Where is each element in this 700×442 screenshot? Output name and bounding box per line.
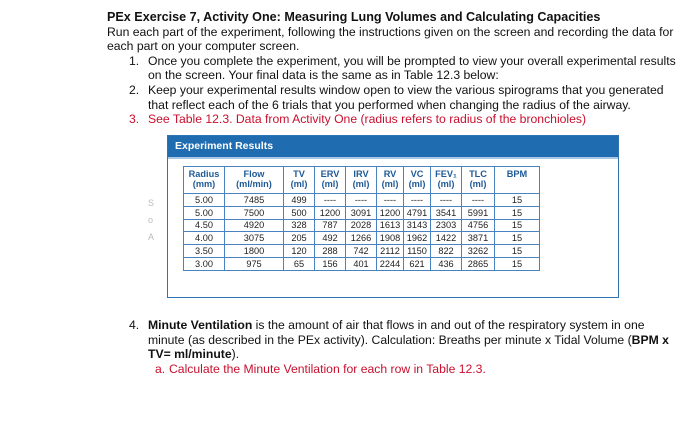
list-item	[107, 83, 682, 112]
cell: 1962	[404, 232, 431, 245]
table-row	[184, 232, 540, 245]
list-text: Keep your experimental results window open to view the various spirograms that you generated that reflect each of the 6 trials that you performed when changing the radius of the airway.	[148, 82, 664, 112]
col-header-radius: Radius (mm)	[184, 167, 225, 194]
side-mark: o	[148, 215, 154, 225]
cell: 4791	[404, 206, 431, 219]
cell: 5.00	[184, 206, 225, 219]
col-header-tlc: TLC (ml)	[462, 167, 495, 194]
table-row	[184, 194, 540, 207]
cell: 3541	[431, 206, 462, 219]
cell: 3262	[462, 245, 495, 258]
cell: 492	[315, 232, 346, 245]
list-number: 3.	[129, 112, 140, 127]
list-item	[107, 112, 682, 127]
cell: 2028	[346, 219, 377, 232]
table-row	[184, 206, 540, 219]
list-number: 1.	[129, 53, 140, 68]
results-table	[183, 166, 540, 271]
cell: 1266	[346, 232, 377, 245]
cell: 401	[346, 257, 377, 270]
col-header-flow: Flow (ml/min)	[225, 167, 284, 194]
col-header-rv: RV (ml)	[377, 167, 404, 194]
cell: 436	[431, 257, 462, 270]
cell: 2865	[462, 257, 495, 270]
cell: 120	[284, 245, 315, 258]
cell: 1200	[377, 206, 404, 219]
cell: 288	[315, 245, 346, 258]
list-number: a.	[155, 361, 166, 376]
cell: 4.00	[184, 232, 225, 245]
cell: 15	[495, 194, 540, 207]
list-text-end: ).	[231, 347, 240, 362]
cell: ----	[377, 194, 404, 207]
table-row	[184, 257, 540, 270]
cell: 3.00	[184, 257, 225, 270]
list-item	[107, 318, 682, 362]
panel-title: Experiment Results	[168, 136, 618, 159]
document-body-continued	[107, 318, 682, 376]
col-header-irv: IRV (ml)	[346, 167, 377, 194]
cell: 15	[495, 206, 540, 219]
document-body	[107, 10, 682, 127]
sub-list-item	[107, 362, 682, 377]
list-number: 2.	[129, 82, 140, 97]
cell: 742	[346, 245, 377, 258]
cell: 15	[495, 232, 540, 245]
cell: 15	[495, 245, 540, 258]
side-mark: S	[148, 198, 155, 208]
cell: 1908	[377, 232, 404, 245]
formula: BPM x TV= ml/minute	[148, 332, 669, 362]
instruction-list	[107, 54, 682, 127]
cell: 15	[495, 257, 540, 270]
intro-text: Run each part of the experiment, following the instructions given on the screen and recording the data for each part on your computer screen.	[107, 24, 674, 54]
cell: 3143	[404, 219, 431, 232]
table-row	[184, 245, 540, 258]
cell: 499	[284, 194, 315, 207]
cell: 1800	[225, 245, 284, 258]
experiment-results-panel	[167, 135, 619, 298]
cell: 1200	[315, 206, 346, 219]
cell: 7485	[225, 194, 284, 207]
cell: 2244	[377, 257, 404, 270]
cell: ----	[431, 194, 462, 207]
header-row	[184, 167, 540, 194]
cell: 975	[225, 257, 284, 270]
cell: 1613	[377, 219, 404, 232]
cell: 4920	[225, 219, 284, 232]
cell: ----	[315, 194, 346, 207]
list-text: is the amount of air that flows in and out of the respiratory system in one minute (as described in the PEx activity). Calculation: Breaths per minute x Tidal Volume (	[148, 318, 645, 347]
list-text: Once you complete the experiment, you will be prompted to view your overall experimental results on the screen. Your final data is the same as in Table 12.3 below:	[148, 53, 676, 83]
cell: ----	[462, 194, 495, 207]
term-minute-ventilation: Minute Ventilation	[148, 318, 253, 332]
col-header-tv: TV (ml)	[284, 167, 315, 194]
cell: 5.00	[184, 194, 225, 207]
list-number: 4.	[129, 318, 140, 332]
cell: 3.50	[184, 245, 225, 258]
cell: 2112	[377, 245, 404, 258]
table-row	[184, 219, 540, 232]
cell: 4756	[462, 219, 495, 232]
cell: 5991	[462, 206, 495, 219]
cell: ----	[404, 194, 431, 207]
exercise-title: PEx Exercise 7, Activity One: Measuring Lung Volumes and Calculating Capacities	[107, 10, 601, 24]
cell: 787	[315, 219, 346, 232]
cell: 65	[284, 257, 315, 270]
list-text: Calculate the Minute Ventilation for each row in Table 12.3.	[169, 361, 486, 376]
cell: 7500	[225, 206, 284, 219]
cell: 1150	[404, 245, 431, 258]
col-header-erv: ERV (ml)	[315, 167, 346, 194]
cell: 3075	[225, 232, 284, 245]
cell: 2303	[431, 219, 462, 232]
col-header-fev1: FEV₁ (ml)	[431, 167, 462, 194]
cell: 822	[431, 245, 462, 258]
col-header-bpm: BPM	[495, 167, 540, 194]
list-item	[107, 54, 682, 83]
cell: 3091	[346, 206, 377, 219]
list-text: See Table 12.3. Data from Activity One (radius refers to radius of the bronchioles)	[148, 112, 587, 127]
col-header-vc: VC (ml)	[404, 167, 431, 194]
cell: 328	[284, 219, 315, 232]
cell: 205	[284, 232, 315, 245]
cell: ----	[346, 194, 377, 207]
cell: 15	[495, 219, 540, 232]
cell: 3871	[462, 232, 495, 245]
cell: 4.50	[184, 219, 225, 232]
cell: 500	[284, 206, 315, 219]
side-marks	[148, 195, 154, 246]
side-mark: A	[148, 232, 155, 242]
cell: 156	[315, 257, 346, 270]
cell: 1422	[431, 232, 462, 245]
cell: 621	[404, 257, 431, 270]
